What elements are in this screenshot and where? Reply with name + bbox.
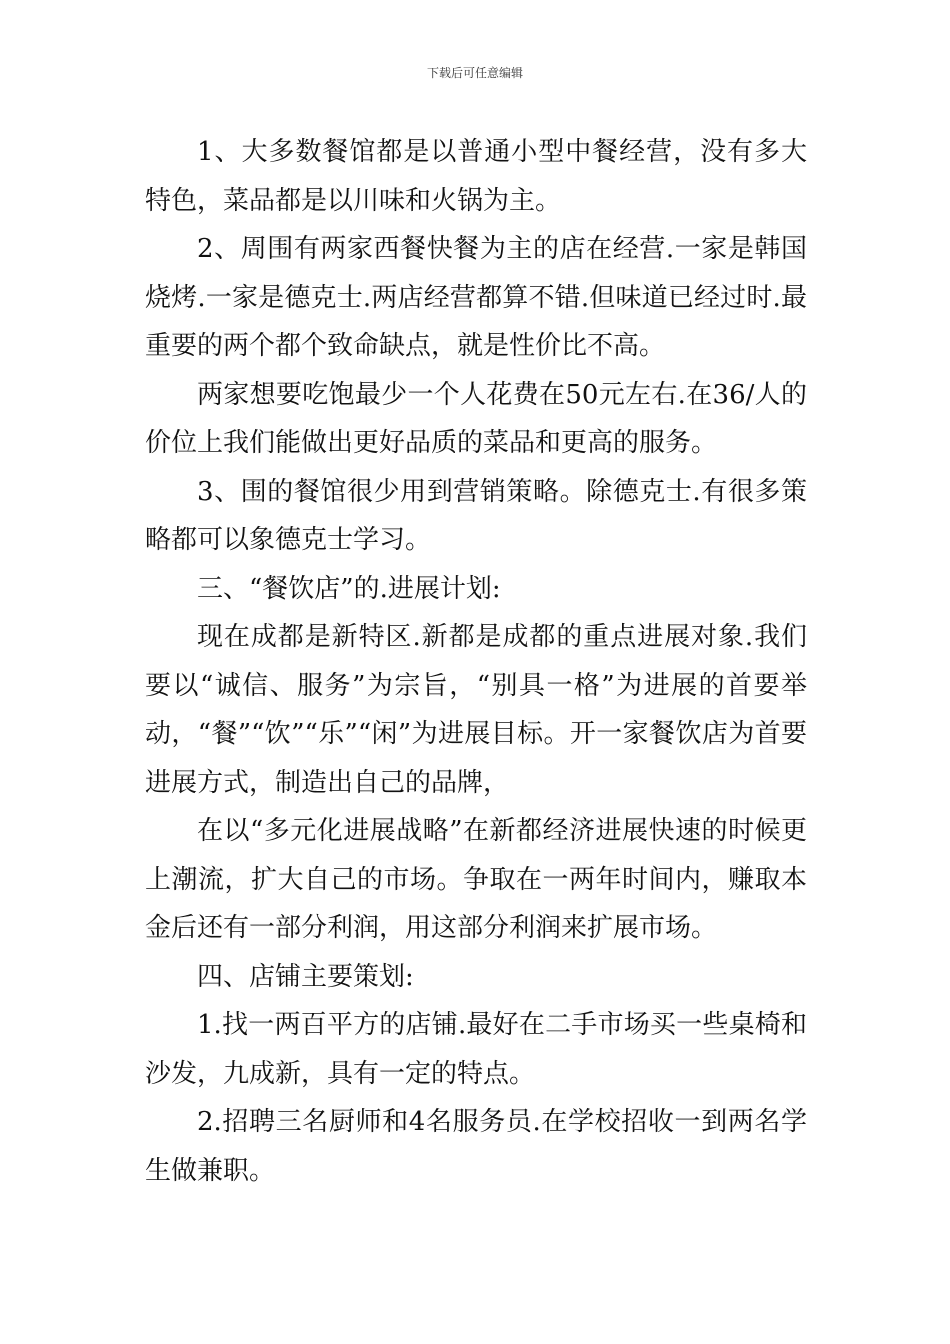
- section-heading-3: 三、“餐饮店”的.进展计划:: [197, 573, 501, 604]
- paragraph-3: 两家想要吃饱最少一个人花费在50元左右.在36/人的价位上我们能做出更好品质的菜品和更高的服务。: [145, 379, 807, 458]
- paragraph-2: 2、周围有两家西餐快餐为主的店在经营.一家是韩国烧烤.一家是德克士.两店经营都算不错.但味道已经过时.最重要的两个都个致命缺点，就是性价比不高。: [145, 234, 807, 361]
- page-header: 下载后可任意编辑: [426, 66, 523, 80]
- paragraph-6: 在以“多元化进展战略”在新都经济进展快速的时候更上潮流，扩大自己的市场。争取在一两年时间内，赚取本金后还有一部分利润，用这部分利润来扩展市场。: [145, 816, 807, 943]
- paragraph-7: 1.找一两百平方的店铺.最好在二手市场买一些桌椅和沙发，九成新，具有一定的特点。: [145, 1010, 807, 1089]
- paragraph-8: 2.招聘三名厨师和4名服务员.在学校招收一到两名学生做兼职。: [145, 1107, 807, 1186]
- paragraph-5: 现在成都是新特区.新都是成都的重点进展对象.我们要以“诚信、服务”为宗旨，“别具一格”为进展的首要举动，“餐”“饮”“乐”“闲”为进展目标。开一家餐饮店为首要进展方式，制造出自己的品牌，: [145, 622, 807, 798]
- document-body: [145, 128, 807, 1195]
- paragraph-1: 1、大多数餐馆都是以普通小型中餐经营，没有多大特色，菜品都是以川味和火锅为主。: [145, 137, 807, 216]
- section-heading-4: 四、店铺主要策划:: [197, 961, 414, 992]
- paragraph-4: 3、围的餐馆很少用到营销策略。除德克士.有很多策略都可以象德克士学习。: [145, 476, 807, 555]
